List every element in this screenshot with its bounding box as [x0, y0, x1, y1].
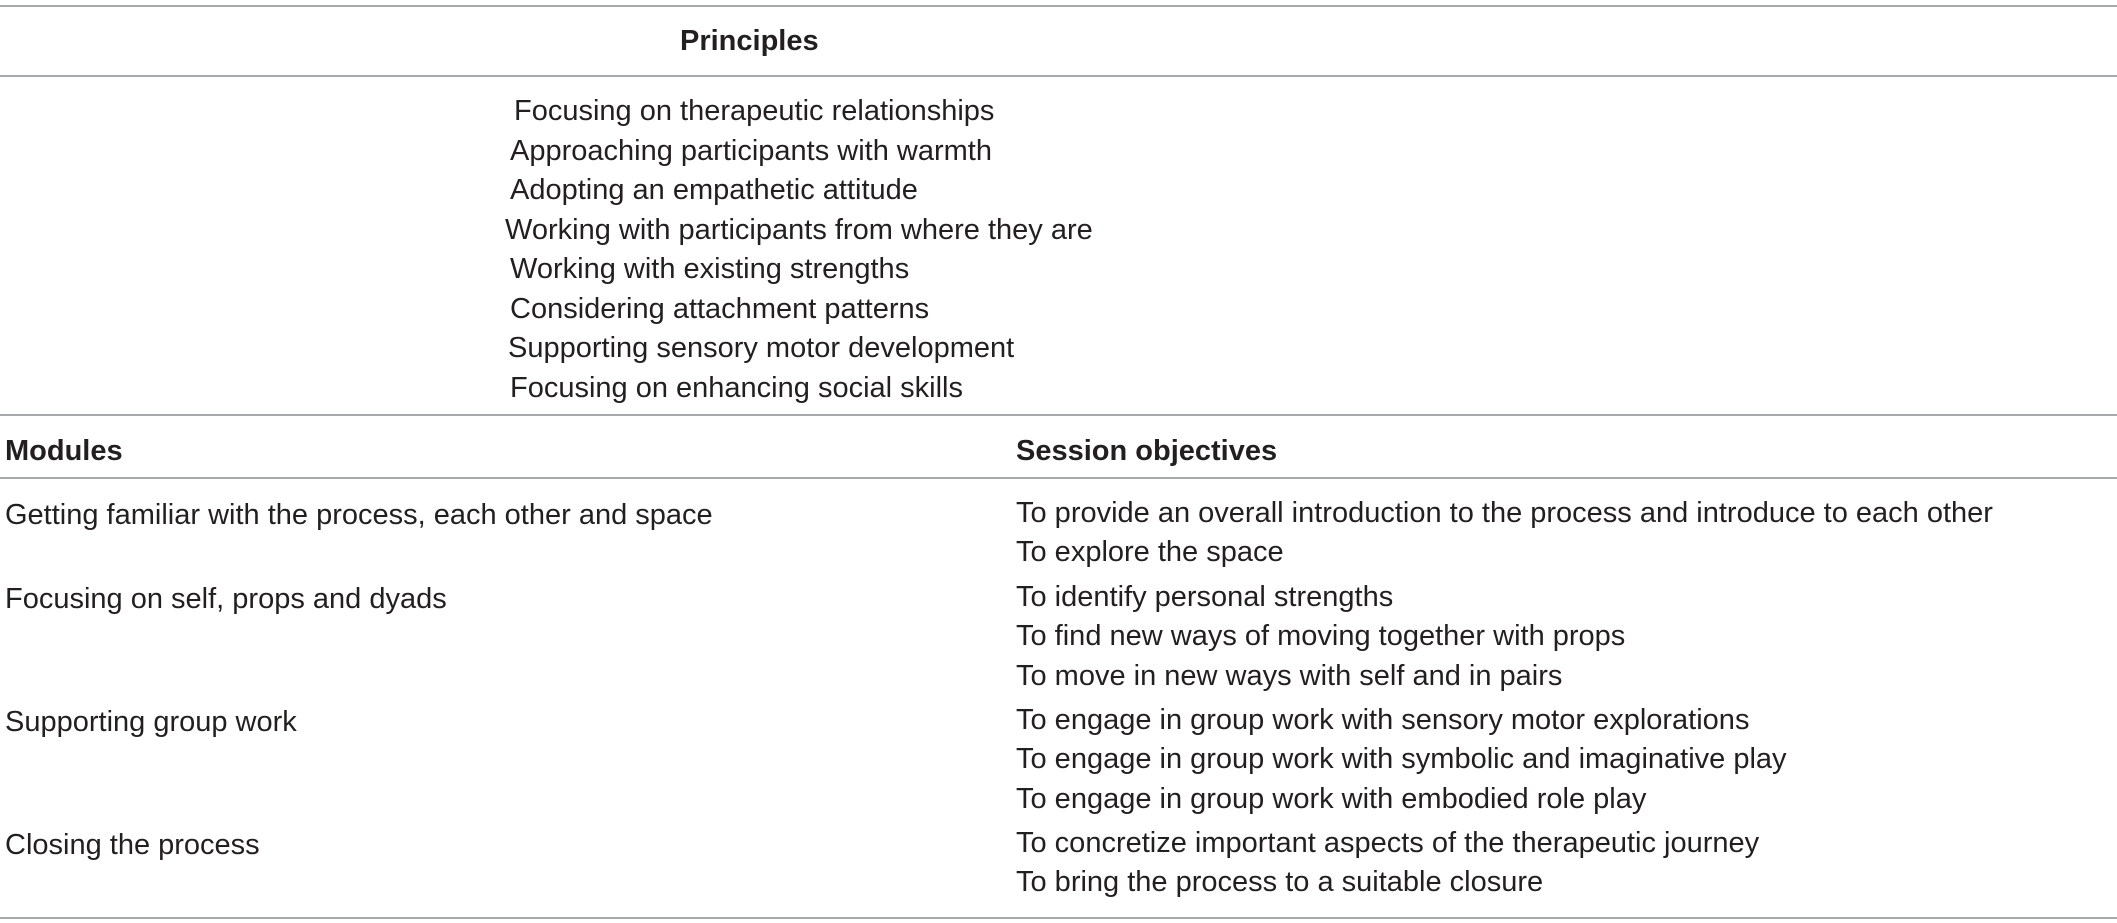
objective-item: To explore the space: [1016, 536, 1284, 569]
principles-list: [0, 92, 1500, 408]
module-name: Closing the process: [5, 829, 260, 861]
objectives-list: [1016, 701, 1787, 819]
objective-item: To find new ways of moving together with props: [1016, 620, 1626, 653]
module-name: Getting familiar with the process, each other and space: [5, 499, 713, 531]
objectives-list: [1016, 494, 1993, 573]
principle-item: Focusing on enhancing social skills: [510, 371, 963, 404]
table-bottom-rule: [0, 917, 2117, 919]
principle-item: Working with participants from where they are: [505, 213, 1093, 246]
objectives-list: [1016, 578, 1625, 696]
objective-item: To concretize important aspects of the therapeutic journey: [1016, 827, 1760, 859]
principle-item: Adopting an empathetic attitude: [510, 174, 918, 206]
principle-item: Approaching participants with warmth: [510, 134, 992, 167]
objectives-column-header: Session objectives: [1016, 435, 1278, 467]
objective-item: To engage in group work with sensory motor explorations: [1016, 704, 1750, 736]
module-name: Focusing on self, props and dyads: [5, 583, 447, 615]
principles-header-rule: [0, 75, 2117, 77]
principles-bottom-rule: [0, 414, 2117, 416]
objective-item: To bring the process to a suitable closure: [1016, 866, 1544, 899]
principle-item: Focusing on therapeutic relationships: [514, 95, 995, 127]
table-header-rule: [0, 477, 2117, 479]
objective-item: To provide an overall introduction to the process and introduce to each other: [1016, 497, 1993, 529]
principle-item: Considering attachment patterns: [510, 292, 930, 325]
objectives-list: [1016, 824, 1759, 903]
top-rule: [0, 5, 2117, 7]
objective-item: To engage in group work with embodied role play: [1016, 782, 1647, 815]
principles-header: Principles: [680, 25, 819, 57]
objective-item: To engage in group work with symbolic and imaginative play: [1016, 743, 1787, 776]
principle-item: Supporting sensory motor development: [508, 332, 1015, 364]
modules-column-header: Modules: [5, 435, 123, 467]
objective-item: To identify personal strengths: [1016, 581, 1394, 613]
module-name: Supporting group work: [5, 706, 297, 738]
objective-item: To move in new ways with self and in pairs: [1016, 659, 1563, 692]
principle-item: Working with existing strengths: [510, 253, 910, 285]
